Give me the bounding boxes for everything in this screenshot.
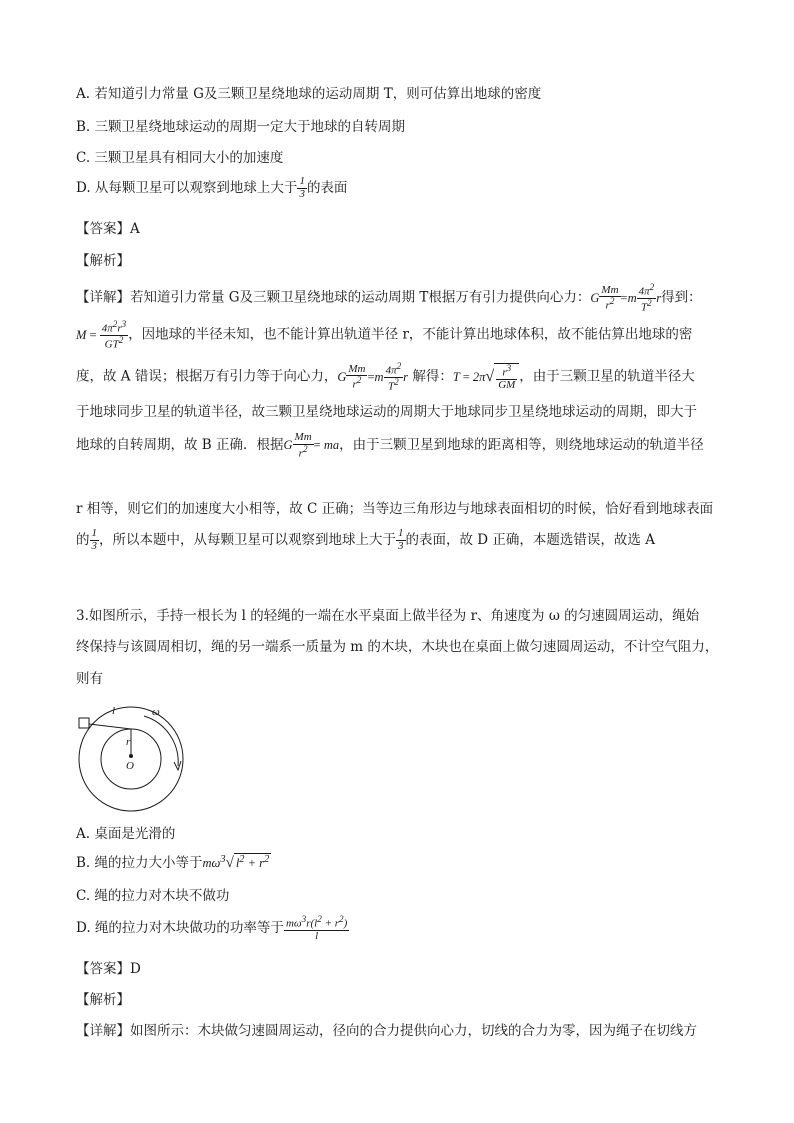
q2-detail-line-3: 度，故 A 错误；根据万有引力等于向心力，G $\frac{Mm}{r^2}$ =m $\frac{4\pi^2}{T^2}$ r 解得：T = 2π√ $\frac{r^3}{GM}$ ，由于三颗卫星的轨道半径大 bbox=[76, 361, 695, 393]
label-r: r bbox=[126, 736, 131, 748]
q2-option-a: A. 若知道引力常量 G及三颗卫星绕地球的运动周期 T，则可估算出地球的密度 bbox=[76, 86, 542, 102]
q2-detail-line-4: 于地球同步卫星的轨道半径，故三颗卫星绕地球运动的周期大于地球同步卫星绕地球运动的周期，即大于 bbox=[76, 404, 697, 420]
q3-option-d: D. 绳的拉力对木块做功的功率等于 $\frac{m\omega^3r(l^2 + r^2)}{l}$ bbox=[76, 914, 348, 943]
q2-option-d bbox=[76, 176, 347, 201]
arrow-head-icon bbox=[174, 761, 181, 770]
q3-stem-line-3: 则有 bbox=[76, 671, 103, 687]
circular-motion-figure bbox=[74, 700, 214, 820]
q3-stem-line-1: 3.如图所示，手持一根长为 l 的轻绳的一端在水平桌面上做半径为 r、角速度为 ω 的匀速圆周运动，绳始 bbox=[76, 608, 700, 624]
equation-power: $\frac{m\omega^3r(l^2 + r^2)}{l}$ bbox=[285, 914, 348, 943]
fraction-one-third: $\frac{1}{3}$ bbox=[299, 175, 305, 200]
q3-option-a: A. 桌面是光滑的 bbox=[76, 826, 176, 842]
q3-answer: 【答案】D bbox=[76, 961, 141, 977]
q2-option-b: B. 三颗卫星绕地球运动的周期一定大于地球的自转周期 bbox=[76, 119, 406, 135]
label-o: O bbox=[126, 760, 134, 772]
q3-stem-line-2: 终保持与该圆周相切，绳的另一端系一质量为 m 的木块，木块也在桌面上做匀速圆周运动，不计空气阻力， bbox=[76, 639, 719, 655]
q2-option-c: C. 三颗卫星具有相同大小的加速度 bbox=[76, 150, 284, 166]
wooden-block bbox=[79, 718, 89, 728]
equation-acceleration: G $\frac{Mm}{r^2}$ = ma bbox=[283, 431, 340, 460]
q3-option-b: B. 绳的拉力大小等于$m\omega^3√$ $l^2 + r^2$ bbox=[76, 853, 270, 871]
center-point bbox=[129, 754, 133, 758]
equation-gravity-centripetal: G $\frac{Mm}{r^2}$ =m $\frac{4\pi^2}{T^2}$ r bbox=[590, 282, 662, 314]
equation-tension: $m\omega^3√$ $l^2 + r^2$ bbox=[202, 853, 270, 871]
equation-gravity-centripetal-2: G $\frac{Mm}{r^2}$ =m $\frac{4\pi^2}{T^2}$ r bbox=[337, 361, 409, 393]
rope-line bbox=[89, 724, 131, 729]
label-omega: ω bbox=[152, 706, 160, 718]
q2-detail-line-5: 地球的自转周期，故 B 正确．根据G $\frac{Mm}{r^2}$ = ma，由于三颗卫星到地球的距离相等，则绕地球运动的轨道半径 bbox=[76, 431, 704, 460]
q2-detail-line-1: 【详解】若知道引力常量 G及三颗卫星绕地球的运动周期 T根据万有引力提供向心力：G $\frac{Mm}{r^2}$ =m $\frac{4\pi^2}{T^2}$ r得到： bbox=[76, 282, 702, 314]
q3-analysis-heading: 【解析】 bbox=[76, 992, 130, 1008]
outer-circle bbox=[79, 707, 183, 811]
q3-detail-line-1: 【详解】如图所示：木块做匀速圆周运动，径向的合力提供向心力，切线的合力为零，因为绳子在切线方 bbox=[76, 1023, 697, 1039]
q2-answer: 【答案】A bbox=[76, 221, 140, 237]
q3-option-c: C. 绳的拉力对木块不做功 bbox=[76, 888, 230, 904]
q2-option-d-text: D. 从每颗卫星可以观察到地球上大于 bbox=[76, 180, 298, 196]
label-l: l bbox=[112, 705, 116, 717]
equation-period: T = 2π√ $\frac{r^3}{GM}$ bbox=[453, 370, 519, 384]
q2-detail-line-2: M = $\frac{4\pi^2r^3}{GT^2}$ ，因地球的半径未知，也不能计算出轨道半径 r，不能计算出地球体积，故不能估算出地球的密 bbox=[76, 319, 693, 351]
q2-detail-line-7: 的 $\frac{1}{3}$ ，所以本题中，从每颗卫星可以观察到地球上大于 $\frac{1}{3}$ 的表面，故 D 正确，本题选错误，故选 A bbox=[76, 527, 655, 552]
q2-option-d-tail: 的表面 bbox=[306, 180, 348, 196]
q2-detail-line-6: r 相等，则它们的加速度大小相等，故 C 正确；当等边三角形边与地球表面相切的时候，恰好看到地球表面 bbox=[76, 501, 714, 517]
q2-analysis-heading: 【解析】 bbox=[76, 253, 130, 269]
equation-earth-mass: M = $\frac{4\pi^2r^3}{GT^2}$ bbox=[76, 319, 127, 351]
